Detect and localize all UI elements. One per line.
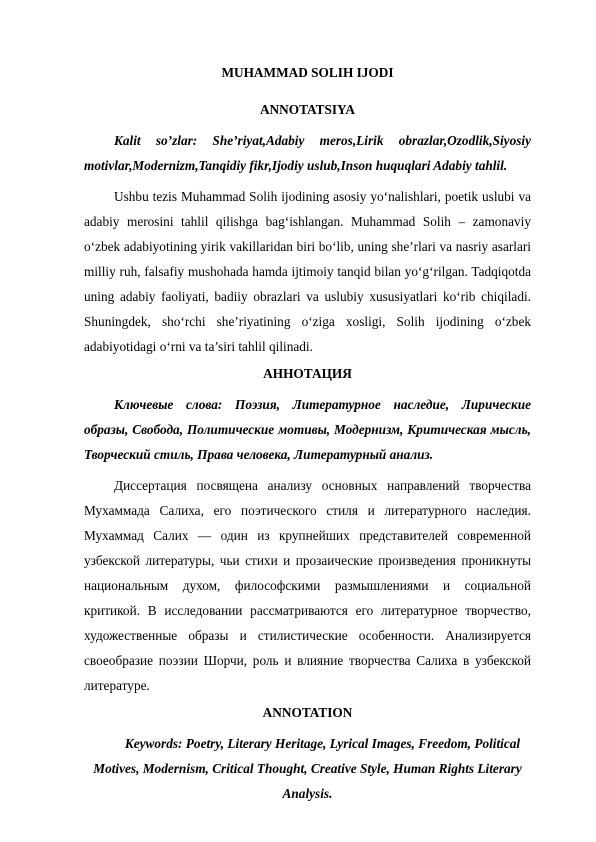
section-heading-uzbek: ANNOTATSIYA [259, 102, 356, 117]
section-heading-english: ANNOTATION [262, 705, 353, 720]
keywords-uzbek: Kalit so’zlar: She’riyat,Adabiy meros,Lirik obrazlar,Ozodlik,Siyosiy motivlar,Modernizm,Tanqidiy fikr,Ijodiy uslub,Inson huquqlari Adabiy tahlil. [84, 133, 531, 173]
abstract-russian: Диссертация посвящена анализу основных направлений творчества Мухаммада Салиха, его поэтического стиля и литературного наследия. Мухаммад Салих — один из крупнейших представителей современной узбекской литературы, чьи стихи и прозаические произведения проникнуты национальным духом, философскими размышлениями и социальной критикой. В исследовании рассматриваются его литературное творчество, художественные образы и стилистические особенности. Анализируется своеобразие поэзии Шорчи, роль и влияние творчества Салиха в узбекской литературе. [84, 478, 531, 693]
keywords-russian: Ключевые слова: Поэзия, Литературное наследие, Лирические образы, Свобода, Политические мотивы, Модернизм, Критическая мысль, Творческий стиль, Права человека, Литературный анализ. [84, 397, 531, 462]
abstract-uzbek: Ushbu tezis Muhammad Solih ijodining asosiy yo‘nalishlari, poetik uslubi va adabiy merosini tahlil qilishga bag‘ishlangan. Muhammad Solih – zamonaviy o‘zbek adabiyotining yirik vakillaridan biri bo‘lib, uning she’rlari va nasriy asarlari milliy ruh, falsafiy mushohada hamda ijtimoiy tanqid bilan yo‘g‘rilgan. Tadqiqotda uning adabiy faoliyati, badiiy obrazlari va uslubiy xususiyatlari ko‘rib chiqiladi. Shuningdek, sho‘rchi she’riyatining o‘ziga xosligi, Solih ijodining o‘zbek adabiyotidagi o‘rni va ta’siri tahlil qilinadi. [84, 189, 531, 354]
section-heading-russian: АННОТАЦИЯ [263, 366, 352, 381]
document-title: MUHAMMAD SOLIH IJODI [221, 65, 394, 80]
document-content [84, 60, 531, 806]
keywords-english: Keywords: Poetry, Literary Heritage, Lyrical Images, Freedom, Political Motives, Modernism, Critical Thought, Creative Style, Human Rights Literary Analysis. [93, 736, 522, 801]
